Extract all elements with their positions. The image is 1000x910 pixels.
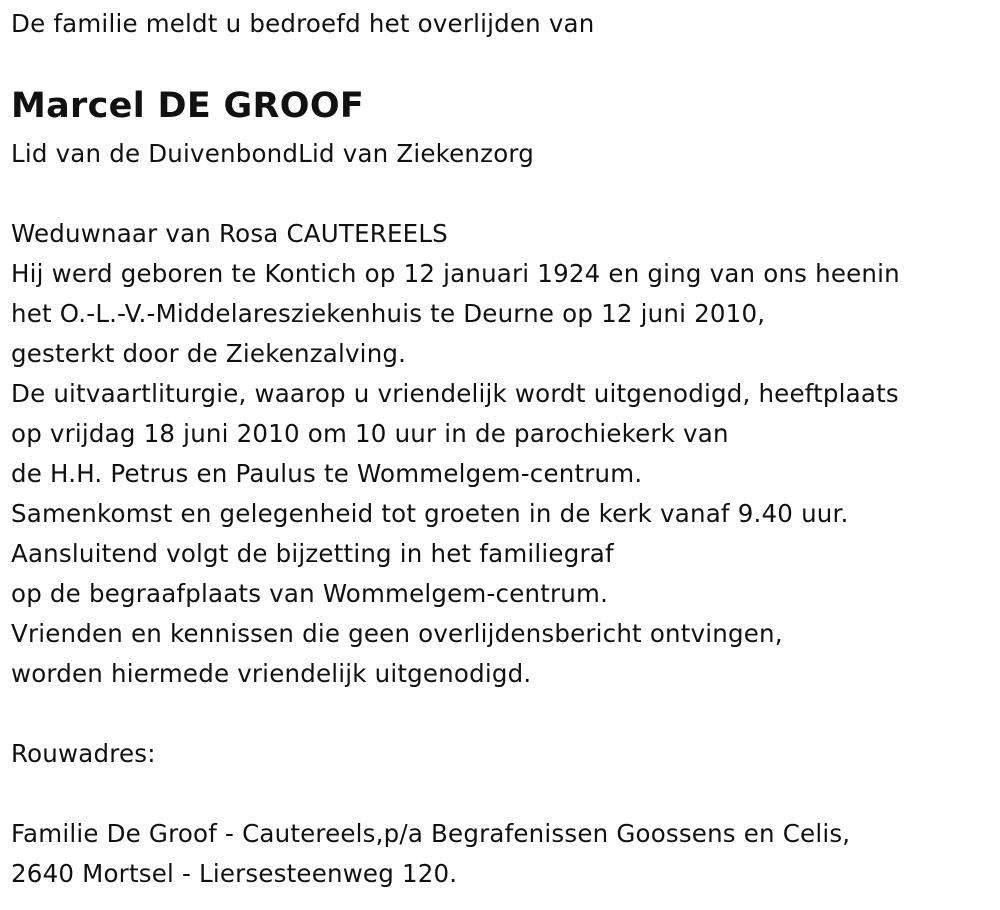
address-line: Familie De Groof - Cautereels,p/a Begrafenissen Goossens en Celis, xyxy=(11,819,851,848)
intro-text: De familie meldt u bedroefd het overlijden van xyxy=(11,9,595,38)
body-line: het O.-L.-V.-Middelaresziekenhuis te Deurne op 12 juni 2010, xyxy=(11,299,766,328)
body-line: Weduwnaar van Rosa CAUTEREELS xyxy=(11,219,448,248)
body-line: op de begraafplaats van Wommelgem-centrum. xyxy=(11,579,609,608)
deceased-name: Marcel DE GROOF xyxy=(11,86,365,126)
address-line: 2640 Mortsel - Liersesteenweg 120. xyxy=(11,859,458,888)
body-line: worden hiermede vriendelijk uitgenodigd. xyxy=(11,659,532,688)
body-line: de H.H. Petrus en Paulus te Wommelgem-centrum. xyxy=(11,459,643,488)
address-label: Rouwadres: xyxy=(11,739,156,768)
body-line: Vrienden en kennissen die geen overlijdensbericht ontvingen, xyxy=(11,619,783,648)
body-line: op vrijdag 18 juni 2010 om 10 uur in de parochiekerk van xyxy=(11,419,729,448)
memberships-text: Lid van de DuivenbondLid van Ziekenzorg xyxy=(11,139,535,168)
notice-body xyxy=(11,214,900,694)
mourning-address xyxy=(11,814,850,894)
body-line: Samenkomst en gelegenheid tot groeten in de kerk vanaf 9.40 uur. xyxy=(11,499,849,528)
body-line: De uitvaartliturgie, waarop u vriendelijk wordt uitgenodigd, heeftplaats xyxy=(11,379,899,408)
body-line: Aansluitend volgt de bijzetting in het familiegraf xyxy=(11,539,614,568)
body-line: Hij werd geboren te Kontich op 12 januari 1924 en ging van ons heenin xyxy=(11,259,900,288)
body-line: gesterkt door de Ziekenzalving. xyxy=(11,339,407,368)
